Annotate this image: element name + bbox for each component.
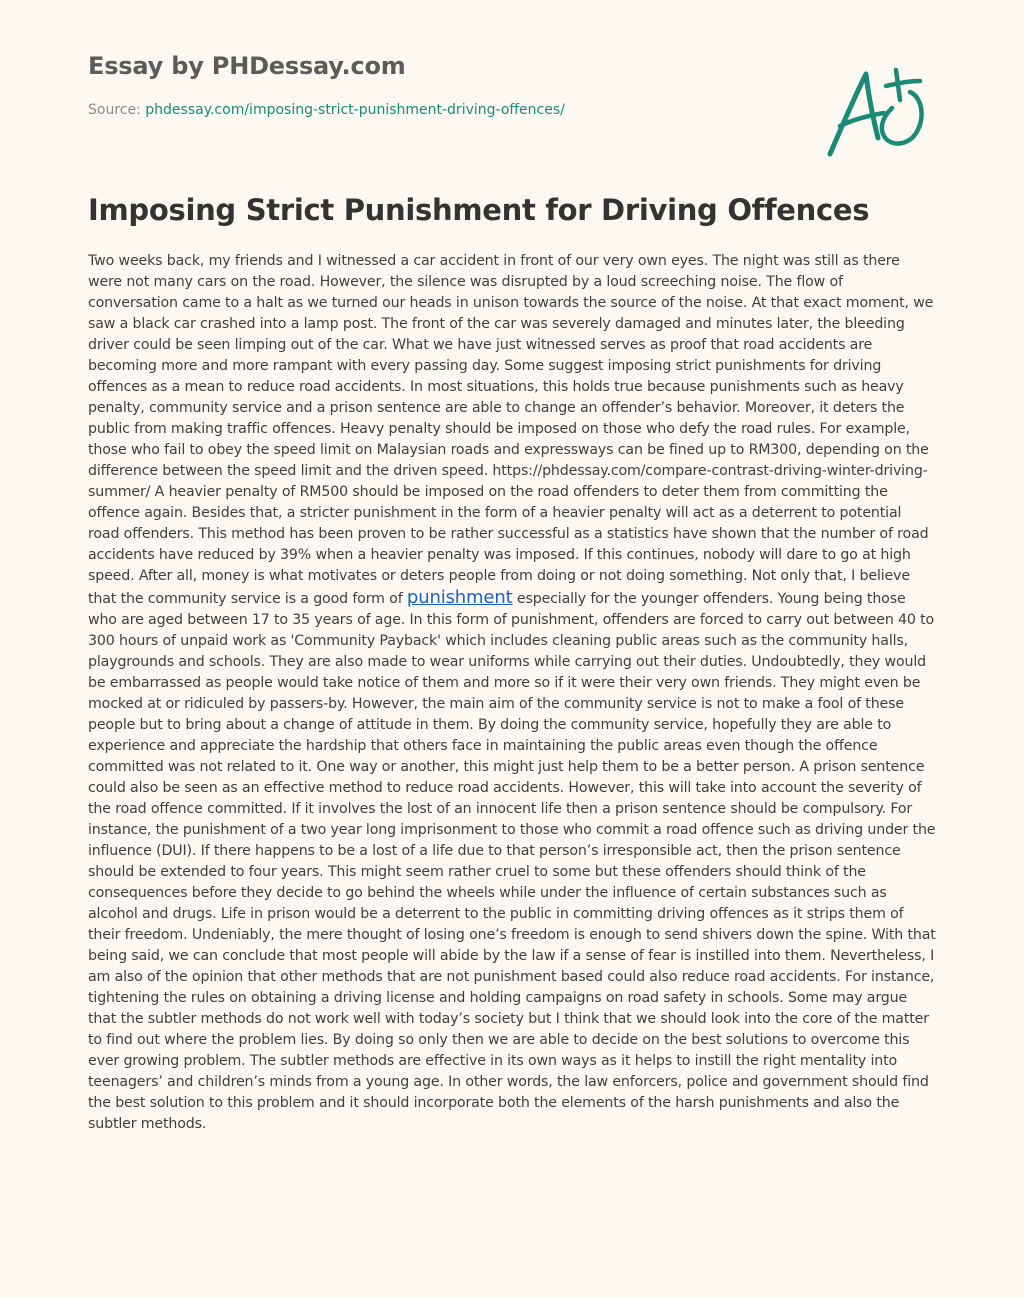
essay-text-part-2: especially for the younger offenders. Young being those who are aged between 17 to 35 years of age. In this form of punishment, offenders are forced to carry out between 40 to 300 hours of unpaid work as 'Community Payback' which includes cleaning public areas such as the community halls, playgrounds and schools. They are also made to wear uniforms while carrying out their duties. Undoubtedly, they would be embarrassed as people would take notice of them and more so if it were their very own friends. They might even be mocked at or ridiculed by passers-by. However, the main aim of the community service is not to make a fool of these people but to bring about a change of attitude in them. By doing the community service, hopefully they are able to experience and appreciate the hardship that others face in maintaining the public areas even though the offence committed was not related to it. One way or another, this might just help them to be a better person. A prison sentence could also be seen as an effective method to reduce road accidents. However, this will take into account the severity of the road offence committed. If it involves the lost of an innocent life then a prison sentence should be compulsory. For instance, the punishment of a two year long imprisonment to those who commit a road offence such as driving under the influence (DUI). If there happens to be a lost of a life due to that person’s irresponsible act, then the prison sentence should be extended to four years. This might seem rather cruel to some but these offenders should think of the consequences before they decide to go behind the wheels while under the influence of certain substances such as alcohol and drugs. Life in prison would be a deterrent to the public in committing driving offences as it strips them of their freedom. Undeniably, the mere thought of losing one’s freedom is enough to send shivers down the spine. With that being said, we can conclude that most people will abide by the law if a sense of fear is instilled into them. Nevertheless, I am also of the opinion that other methods that are not punishment based could also reduce road accidents. For instance, tightening the rules on obtaining a driving license and holding campaigns on road safety in schools. Some may argue that the subtler methods do not work well with today’s society but I think that we should look into the core of the matter to find out where the problem lies. By doing so only then we are able to decide on the best solutions to overcome this ever growing problem. The subtler methods are effective in its own ways as it helps to instill the right mentality into teenagers’ and children’s minds from a young age. In other words, the law enforcers, police and government should find the best solution to this problem and it should incorporate both the elements of the harsh punishments and also the subtler methods. [88,591,936,1132]
a-plus-logo-icon [822,64,934,164]
punishment-link[interactable]: punishment [406,587,513,608]
essay-title: Imposing Strict Punishment for Driving Offences [88,193,870,227]
page-header [88,50,848,120]
a-plus-grade-logo [822,64,934,164]
source-link[interactable]: phdessay.com/imposing-strict-punishment-driving-offences/ [145,102,565,118]
essay-body [88,251,936,1135]
essay-text-part-1: Two weeks back, my friends and I witnessed a car accident in front of our very own eyes. The night was still as there were not many cars on the road. However, the silence was disrupted by a loud screeching noise. The flow of conversation came to a halt as we turned our heads in unison towards the source of the noise. At that exact moment, we saw a black car crashed into a lamp post. The front of the car was severely damaged and minutes later, the bleeding driver could be seen limping out of the car. What we have just witnessed serves as proof that road accidents are becoming more and more rampant with every passing day. Some suggest imposing strict punishments for driving offences as a mean to reduce road accidents. In most situations, this holds true because punishments such as heavy penalty, community service and a prison sentence are able to change an offender’s behavior. Moreover, it deters the public from making traffic offences. Heavy penalty should be imposed on those who defy the road rules. For example, those who fail to obey the speed limit on Malaysian roads and expressways can be fined up to RM300, depending on the difference between the speed limit and the driven speed. https://phdessay.com/compare-contrast-driving-winter-driving-summer/ A heavier penalty of RM500 should be imposed on the road offenders to deter them from committing the offence again. Besides that, a stricter punishment in the form of a heavier penalty will act as a deterrent to potential road offenders. This method has been proven to be rather successful as a statistics have shown that the number of road accidents have reduced by 39% when a heavier penalty was imposed. If this continues, nobody will dare to go at high speed. After all, money is what motivates or deters people from doing or not doing something. Not only that, I believe that the community service is a good form of [88,253,934,607]
source-line [88,100,848,120]
source-label: Source: [88,102,146,118]
site-title: Essay by PHDessay.com [88,52,406,80]
